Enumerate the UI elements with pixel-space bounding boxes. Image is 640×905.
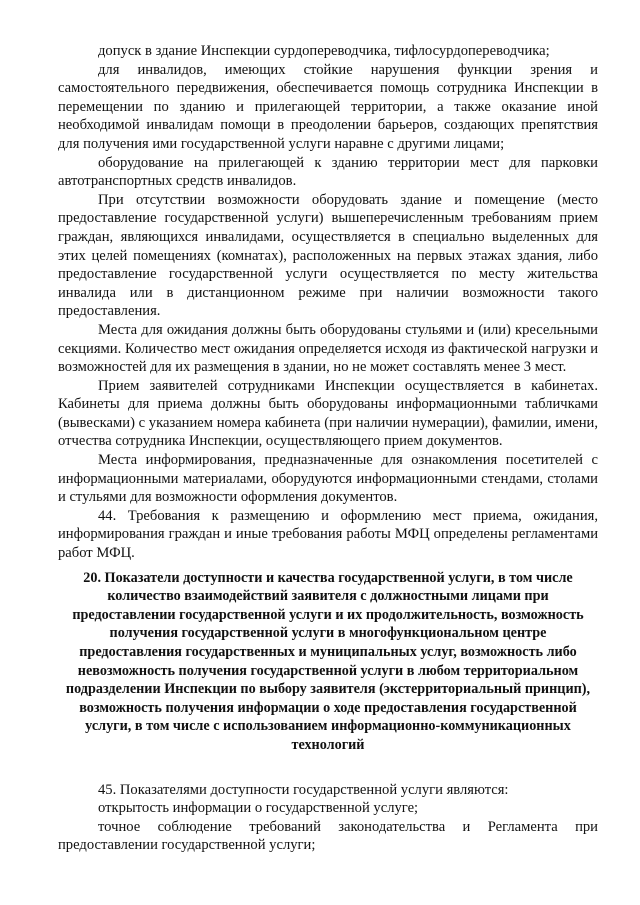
paragraph-sign-interpreter-access: допуск в здание Инспекции сурдопереводчика, тифлосурдопереводчика; [98, 43, 550, 59]
paragraph-waiting-areas: Места для ожидания должны быть оборудованы стульями и (или) кресельными секциями. Количество мест ожидания определяется исходя из фактической нагрузки и возможностей для их размещения в здании, но не может составлять менее 3 мест. [58, 321, 598, 376]
paragraph-accessibility-indicators: 45. Показателями доступности государственной услуги являются: [98, 781, 509, 798]
section-heading: 20. Показатели доступности и качества государственной услуги, в том числе количество взаимодействий заявителя с должностными лицами при предоставлении государственной услуги и их продолжительность, возможность получения государственной услуги в многофункциональном центре предоставления государственных и муниципальных услуг, возможность либо невозможность получения государственной услуги в любом территориальном подразделении Инспекции по выбору заявителя (экстерриториальный принцип), возможность получения информации о ходе предоставления государственной услуги, в том числе с использованием информационно-коммуникационных технологий [65, 569, 591, 753]
paragraph-alternative-premises: При отсутствии возможности оборудовать здание и помещение (место предоставление государственной услуги) вышеперечисленным требованиям прием граждан, являющихся инвалидами, осуществляется в специально выделенных для этих целей помещениях (комнатах), расположенных на первых этажах здания, либо предоставление государственной услуги осуществляется по месту жительства инвалида или в дистанционном режиме при наличии возможности такого предоставления. [58, 191, 598, 320]
paragraph-reception-offices: Прием заявителей сотрудниками Инспекции осуществляется в кабинетах. Кабинеты для приема должны быть оборудованы информационными табличками (вывесками) с указанием номера кабинета (при наличии нумерации), фамилии, имени, отчества сотрудника Инспекции, осуществляющего прием документов. [58, 377, 598, 450]
paragraph-assistance-visually-impaired: для инвалидов, имеющих стойкие нарушения функции зрения и самостоятельного передвижения, обеспечивается помощь сотрудника Инспекции в перемещении по зданию и прилегающей территории, а также оказание иной необходимой инвалидам помощи в преодолении барьеров, создающих препятствия для получения ими государственной услуги наравне с другими лицами; [58, 61, 598, 152]
document-body [58, 42, 598, 855]
paragraph-information-areas: Места информирования, предназначенные для ознакомления посетителей с информационными материалами, оборудуются информационными стендами, столами и стульями для возможности оформления документов. [58, 452, 598, 506]
paragraph-mfc-requirements: 44. Требования к размещению и оформлению мест приема, ожидания, информирования граждан и иные требования работы МФЦ определены регламентами работ МФЦ. [58, 507, 598, 562]
section-spacer [58, 755, 598, 781]
paragraph-information-openness: открытость информации о государственной услуге; [98, 800, 419, 817]
paragraph-parking-spaces: оборудование на прилегающей к зданию территории мест для парковки автотранспортных средств инвалидов. [58, 154, 598, 190]
paragraph-legal-compliance: точное соблюдение требований законодательства и Регламента при предоставлении государственной услуги; [58, 818, 598, 854]
